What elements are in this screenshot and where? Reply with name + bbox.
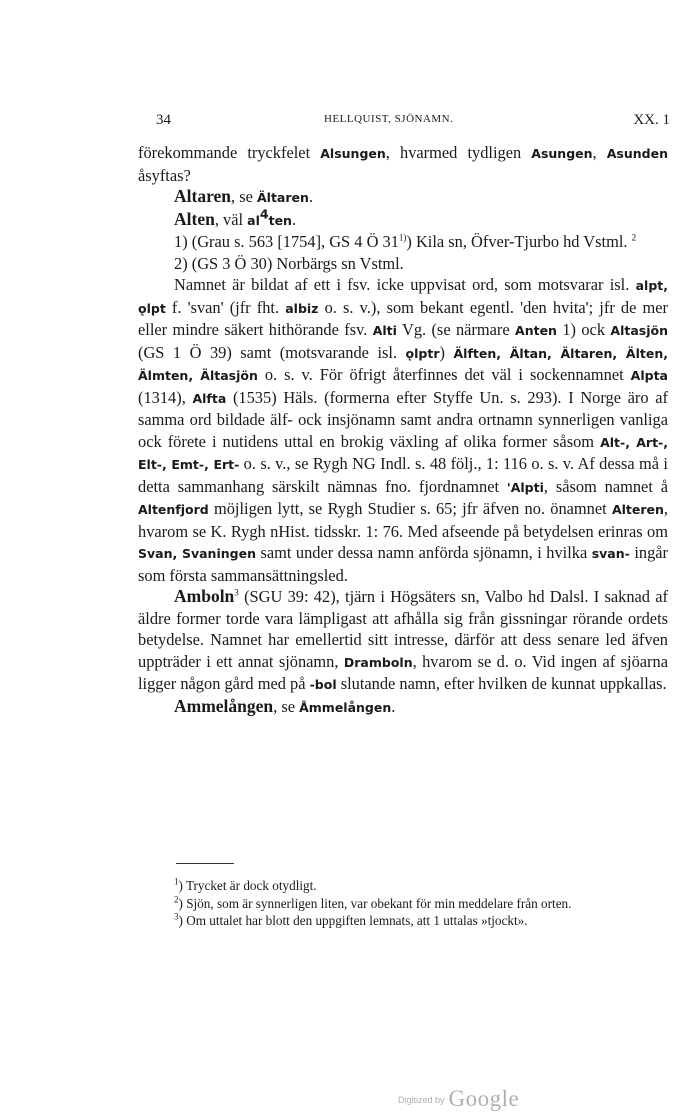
running-title: HELLQUIST, SJÖNAMN. [324,113,454,125]
headword: Ammelången [174,695,274,716]
footnote: $^1$) Trycket är dock otydligt. [174,876,317,893]
paragraph-continuation: förekommande tryckfelet Alsungen, hvarmed tydligen Asungen, Asunden åsyftas? [138,143,668,185]
footnote-divider [176,863,234,864]
running-header [156,112,670,134]
footnote: $^3$) Om uttalet har blott den uppgiften lemnats, att 1 uttalas »tjockt». [174,911,528,928]
headword: Alten [174,208,215,229]
google-watermark: Digitized by Google [398,1086,520,1111]
google-logo: Google [448,1086,520,1111]
footnote: $^2$) Sjön, som är synnerligen liten, var obekant för min meddelare från orten. [174,894,572,911]
section-number: XX. 1 [633,112,670,128]
main-text [138,142,668,718]
alten-sense-2: 2) (GS 3 Ö 30) Norbärgs sn Vstml. [174,253,404,273]
page-number: 34 [156,112,171,128]
entry-ammelangen: Ammelången, se Åmmelången. [174,695,396,716]
entry-amboln: Amboln$^3$ (SGU 39: 42), tjärn i Högsäters sn, Valbo hd Dalsl. I saknad af äldre former torde vara lämpligast att afhålla sig från gissningar rörande ordets betydelse. Namnet har emellertid sitt intresse, därför att dess senare led äfven uppträder i ett annat sjönamn, Dramboln, hvarom se d. o. Vid ingen af sjöarna ligger någon gård med på -bol slutande namn, efter hvilken de kunnat uppkallas. [138,586,668,693]
headword: Altaren [174,186,232,206]
entry-alten: Alten, väl $al^4ten$. [174,206,297,229]
etymology-paragraph: Namnet är bildat af ett i fsv. icke uppvisat ord, som motsvarar isl. alpt, ǫlpt f. 'svan' (jfr fht. albiz o. s. v.), som bekant egentl. 'den hvita'; jfr de mer eller mindre säkert hithörande fsv. Alti Vg. (se närmare Anten 1) ock Altasjön (GS 1 Ö 39) samt (motsvarande isl. ǫlptr) Älften, Ältan, Ältaren, Älten, Älmten, Ältasjön o. s. v. För öfrigt återfinnes det väl i sockennamnet Alpta (1314), Alfta (1535) Häls. (formerna efter Styffe Un. s. 293). I Norge äro af samma ord bildade älf- ock insjönamn samt andra ortnamn synnerligen vanliga ock förete i nutidens uttal en brokig växling af olika former såsom Alt-, Art-, Elt-, Emt-, Ert- o. s. v., se Rygh NG Indl. s. 48 följ., 1: 116 o. s. v. Af dessa må i detta sammanhang särskilt nämnas fno. fjordnamnet 'Alpti, såsom namnet å Altenfjord möjligen lytt, se Rygh Studier s. 65; jfr äfven no. önamnet Alteren, hvarom se K. Rygh nHist. tidsskr. 1: 76. Med afseende på betydelsen erinras om Svan, Svaningen samt under dessa namn anförda sjönamn, i hvilka svan- ingår som första sammansättningsled. [138,275,669,585]
alten-sense-1: 1) (Grau s. 563 [1754], GS 4 Ö 31$^{1)}$) Kila sn, Öfver-Tjurbo hd Vstml. $^2$ [174,232,637,251]
headword: Amboln [174,586,235,606]
entry-altaren: Altaren, se Ältaren. [174,186,314,206]
footnotes [138,877,668,930]
